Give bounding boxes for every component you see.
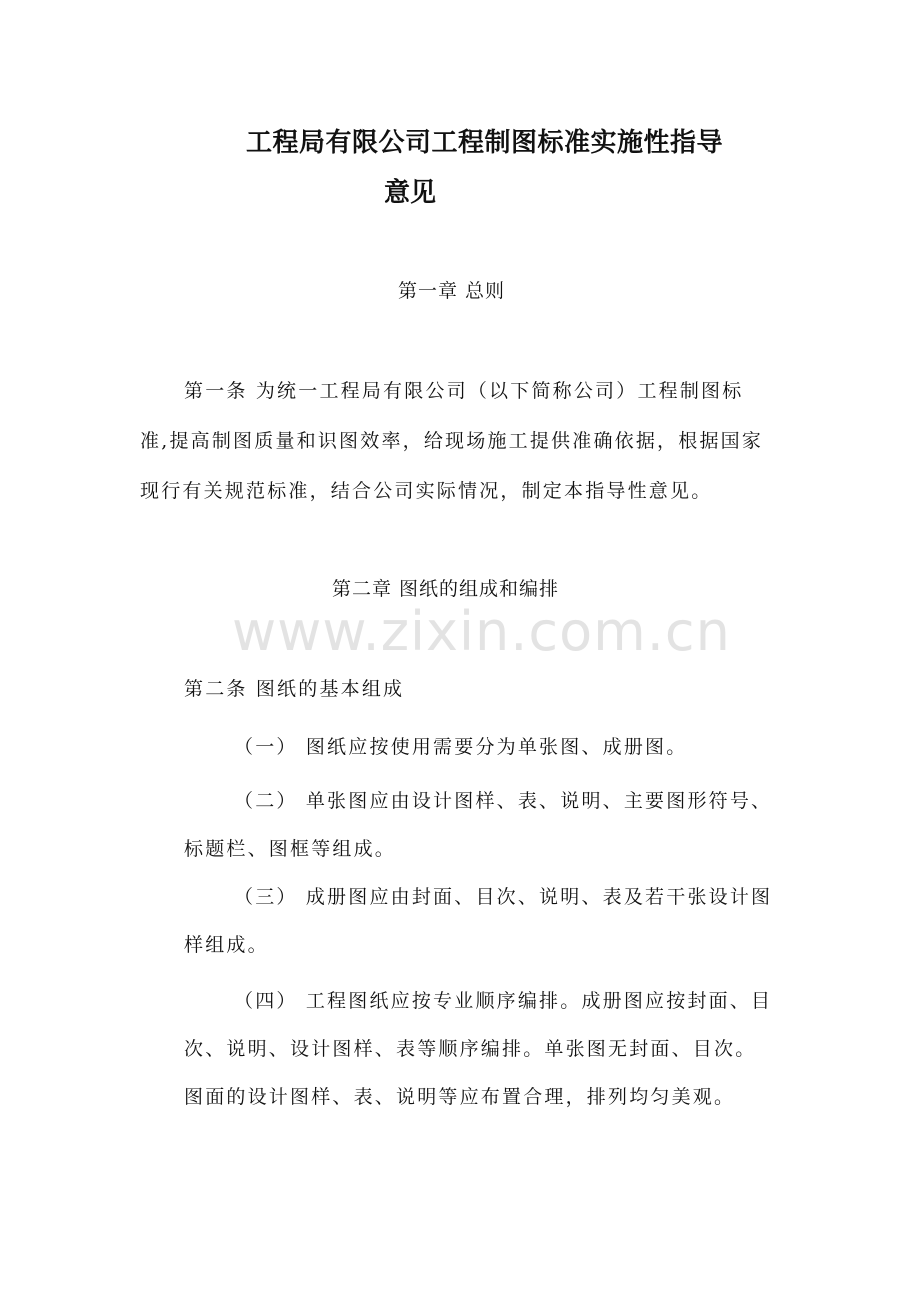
chapter-1-heading: 第一章 总则 (398, 280, 506, 302)
chapter-2-heading: 第二章 图纸的组成和编排 (332, 578, 560, 600)
article-2-item-4-line-2: 次、说明、设计图样、表等顺序编排。单张图无封面、目次。 (184, 1038, 757, 1060)
document-title-line-1: 工程局有限公司工程制图标准实施性指导 (246, 128, 724, 158)
article-2-item-4-line-1: （四） 工程图纸应按专业顺序编排。成册图应按封面、目 (234, 990, 773, 1012)
article-1-line-1: 第一条 为统一工程局有限公司（以下简称公司）工程制图标 (184, 380, 744, 402)
article-2-item-2-line-2: 标题栏、图框等组成。 (184, 838, 397, 860)
article-2-item-3-line-1: （三） 成册图应由封面、目次、说明、表及若干张设计图 (234, 886, 773, 908)
article-1-line-3: 现行有关规范标准，结合公司实际情况，制定本指导性意见。 (140, 480, 713, 502)
article-2-heading: 第二条 图纸的基本组成 (184, 678, 405, 700)
article-2-item-3-line-2: 样组成。 (184, 934, 269, 956)
watermark: www.zixin.com.cn (232, 600, 731, 663)
document-title-line-2: 意见 (384, 178, 437, 208)
article-2-item-2-line-1: （二） 单张图应由设计图样、表、说明、主要图形符号、 (234, 790, 773, 812)
article-2-item-4-line-3: 图面的设计图样、表、说明等应布置合理，排列均匀美观。 (184, 1086, 736, 1108)
article-2-item-1: （一） 图纸应按使用需要分为单张图、成册图。 (234, 736, 688, 758)
article-1-line-2: 准,提高制图质量和识图效率，给现场施工提供准确依据，根据国家 (140, 430, 764, 452)
